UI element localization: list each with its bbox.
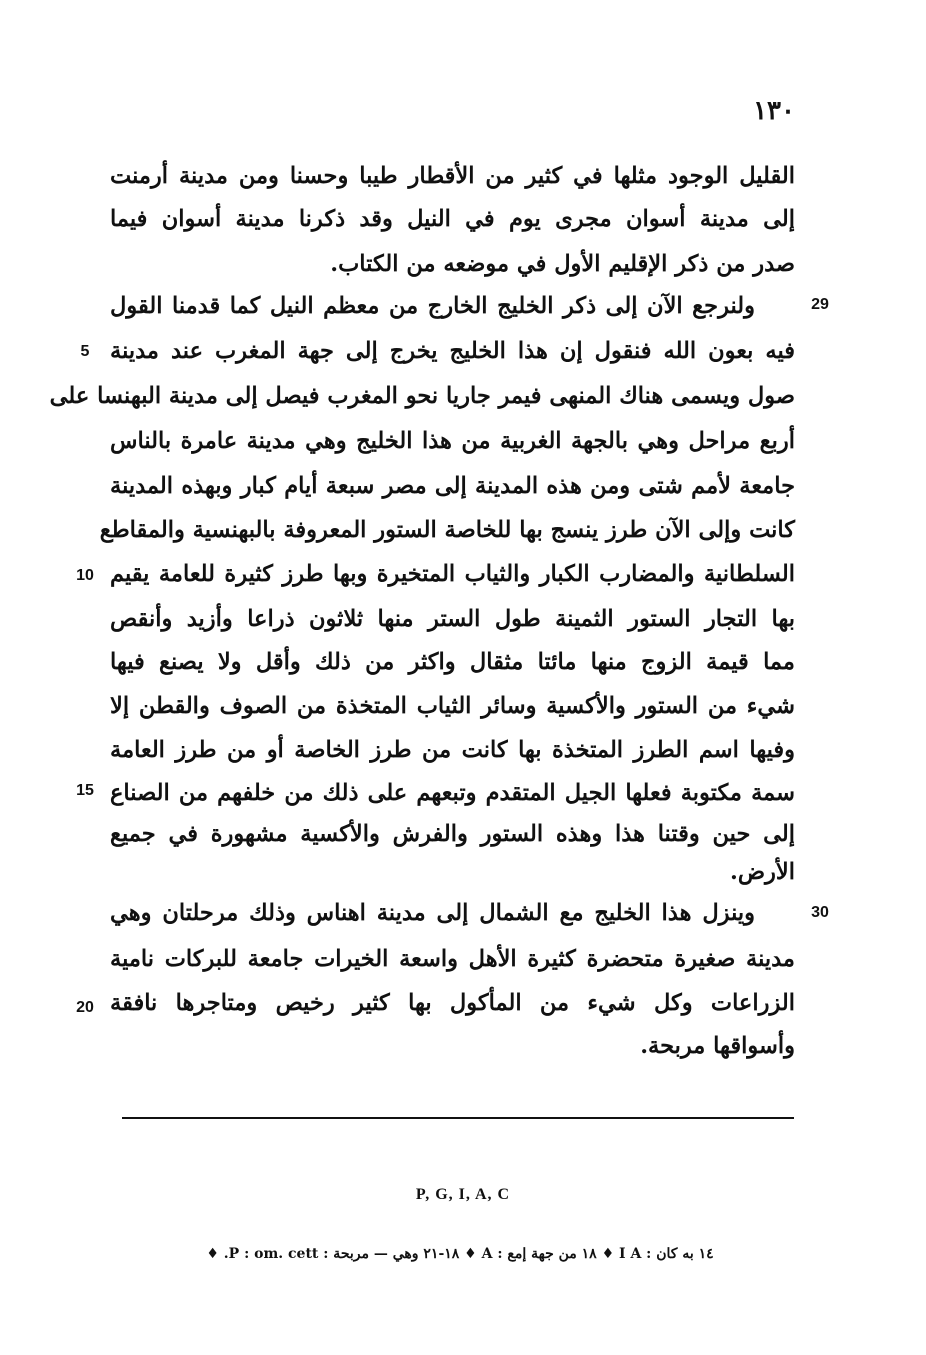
page-number: ١٣٠ [753,96,795,126]
text-line-17: الأرض. [730,859,795,885]
text-line-7: أربع مراحل وهي بالجهة الغربية من هذا الخليج وهي مدينة عامرة بالناس [110,428,795,454]
text-line-9: كانت وإلى الآن طرز ينسج بها للخاصة الستور المعروفة بالبهنسية والمقاطع [99,517,795,543]
line-number-10: 10 [76,567,94,584]
text-line-6: صول ويسمى هناك المنهى فيمر جاريا نحو المغرب فيصل إلى مدينة البهنسا على [49,383,795,409]
text-line-18: وينزل هذا الخليج مع الشمال إلى مدينة اهناس وذلك مرحلتان وهي [110,900,755,926]
text-line-13: شيء من الستور والأكسية وسائر الثياب المتخذة من الصوف والقطن إلا [110,693,795,719]
text-line-1: القليل الوجود مثلها في كثير من الأقطار طيبا وحسنا ومن مدينة أرمنت [110,163,795,189]
paragraph-number-29: 29 [811,296,829,313]
paragraph-number-30: 30 [811,904,829,921]
text-line-10: السلطانية والمضارب الكبار والثياب المتخيرة وبها طرز كثيرة للعامة يقيم [110,561,795,587]
text-line-8: جامعة لأمم شتى ومن هذه المدينة إلى مصر سبعة أيام كبار وبهذه المدينة [110,473,795,499]
line-number-20: 20 [76,999,94,1016]
text-line-20: الزراعات وكل شيء من المأكول بها كثير رخيص ومتاجرها نافقة [110,990,795,1016]
text-line-19: مدينة صغيرة متحضرة كثيرة الأهل واسعة الخيرات جامعة للبركات نامية [110,946,795,972]
text-line-12: مما قيمة الزوج منها مائتا مثقال واكثر من ذلك وأقل ولا يصنع فيها [110,649,795,675]
text-line-3: صدر من ذكر الإقليم الأول في موضعه من الكتاب. [330,251,795,277]
line-number-5: 5 [80,343,90,360]
manuscript-sigla: P, G, I, A, C [415,1186,511,1203]
footnote-rule [122,1117,794,1119]
text-line-14: وفيها اسم الطرز المتخذة بها كانت من طرز الخاصة أو من طرز العامة [110,737,795,763]
line-number-15: 15 [76,782,94,799]
critical-apparatus: ١٤ به كان : I A ♦ ١٨ من جهة إمع : A ♦ ١٨-٢١ وهي — مربحة : P : om. cett. ♦ [206,1246,714,1262]
text-line-11: بها التجار الستور الثمينة طول الستر منها ثلاثون ذراعا وأزيد وأنقص [110,606,795,632]
text-line-2: إلى مدينة أسوان مجرى يوم في النيل وقد ذكرنا مدينة أسوان فيما [110,206,795,232]
text-line-16: إلى حين وقتنا هذا وهذه الستور والفرش والأكسية مشهورة في جميع [110,821,795,847]
text-line-5: فيه بعون الله فنقول إن هذا الخليج يخرج إلى جهة المغرب عند مدينة [110,338,795,364]
text-line-21: وأسواقها مربحة. [640,1033,795,1059]
text-line-4: ولنرجع الآن إلى ذكر الخليج الخارج من معظم النيل كما قدمنا القول [110,293,755,319]
text-line-15: سمة مكتوبة فعلها الجيل المتقدم وتبعهم على ذلك من خلفهم من الصناع [110,780,795,806]
